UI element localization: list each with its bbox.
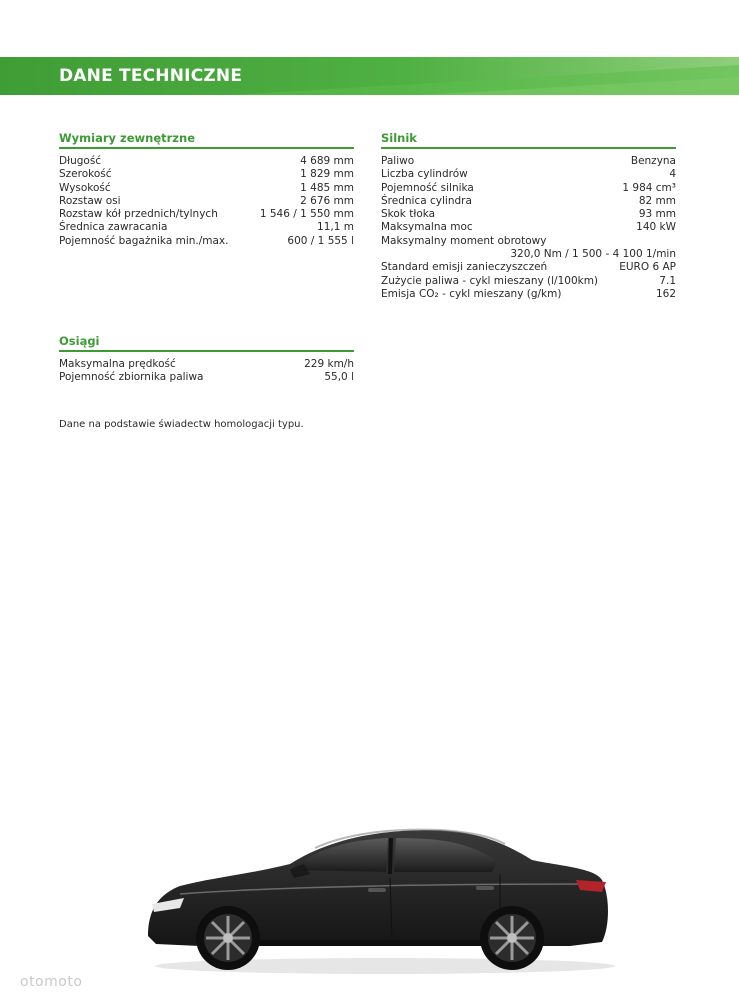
spec-label: Rozstaw kół przednich/tylnych <box>59 208 218 221</box>
section-title: Osiągi <box>59 334 354 352</box>
spec-row <box>59 195 354 208</box>
section-performance <box>59 334 354 385</box>
spec-row <box>59 221 354 234</box>
spec-value: 1 546 / 1 550 mm <box>259 208 354 221</box>
spec-label: Standard emisji zanieczyszczeń <box>381 261 548 274</box>
spec-value: 162 <box>655 287 676 300</box>
spec-row <box>381 221 676 234</box>
spec-value: 229 km/h <box>304 358 354 370</box>
spec-label: Pojemność zbiornika paliwa <box>59 371 204 384</box>
spec-label: Maksymalna prędkość <box>59 358 176 370</box>
homologation-note: Dane na podstawie świadectw homologacji typu. <box>59 419 304 430</box>
section-engine <box>381 131 676 301</box>
spec-label: Skok tłoka <box>381 208 436 221</box>
spec-label: Maksymalna moc <box>381 221 473 234</box>
spec-row <box>381 168 676 181</box>
spec-label: Pojemność bagażnika min./max. <box>59 234 229 247</box>
spec-row <box>381 261 676 274</box>
spec-label: Szerokość <box>59 168 112 181</box>
spec-value: 1 485 mm <box>300 181 354 194</box>
section-dimensions <box>59 131 354 248</box>
spec-row <box>59 208 354 221</box>
spec-label: Zużycie paliwa - cykl mieszany (l/100km) <box>381 274 599 287</box>
spec-value: 4 689 mm <box>300 155 354 167</box>
spec-row <box>381 195 676 208</box>
spec-label: Rozstaw osi <box>59 194 121 207</box>
spec-value: 2 676 mm <box>300 194 354 207</box>
spec-row <box>381 275 676 288</box>
spec-label: Średnica cylindra <box>381 194 472 207</box>
front-wheel <box>196 906 260 970</box>
spec-label: Wysokość <box>59 181 111 194</box>
spec-row <box>59 235 354 248</box>
spec-value: 320,0 Nm / 1 500 - 4 100 1/min <box>510 248 676 261</box>
section-title: Wymiary zewnętrzne <box>59 131 354 149</box>
spec-value: 600 / 1 555 l <box>287 234 354 247</box>
spec-value: 7.1 <box>659 274 676 287</box>
spec-label: Paliwo <box>381 155 415 167</box>
spec-value: 82 mm <box>638 194 676 207</box>
spec-row <box>59 182 354 195</box>
spec-label: Długość <box>59 155 102 167</box>
header-banner <box>0 57 739 95</box>
spec-label: Średnica zawracania <box>59 221 168 234</box>
spec-label: Pojemność silnika <box>381 181 474 194</box>
spec-value: Benzyna <box>630 155 676 167</box>
spec-row <box>59 168 354 181</box>
spec-value: 1 829 mm <box>300 168 354 181</box>
spec-row <box>381 288 676 301</box>
page-title: DANE TECHNICZNE <box>59 66 243 86</box>
spec-value: EURO 6 AP <box>619 261 676 274</box>
spec-row <box>381 208 676 221</box>
spec-value: 4 <box>669 168 676 181</box>
watermark-logo: otomoto <box>20 974 83 990</box>
spec-label: Liczba cylindrów <box>381 168 468 181</box>
spec-label: Maksymalny moment obrotowy <box>381 234 547 247</box>
spec-value: 140 kW <box>636 221 676 234</box>
car-image <box>140 818 620 978</box>
section-title: Silnik <box>381 131 676 149</box>
spec-row <box>59 358 354 371</box>
spec-row <box>381 155 676 168</box>
rear-wheel <box>480 906 544 970</box>
spec-value: 11,1 m <box>317 221 354 234</box>
spec-value: 1 984 cm³ <box>622 181 676 194</box>
spec-row <box>381 182 676 195</box>
spec-row <box>381 235 676 262</box>
spec-label: Emisja CO₂ - cykl mieszany (g/km) <box>381 287 562 300</box>
spec-value: 93 mm <box>638 208 676 221</box>
spec-value: 55,0 l <box>324 371 354 384</box>
spec-row <box>59 155 354 168</box>
spec-row <box>59 371 354 384</box>
